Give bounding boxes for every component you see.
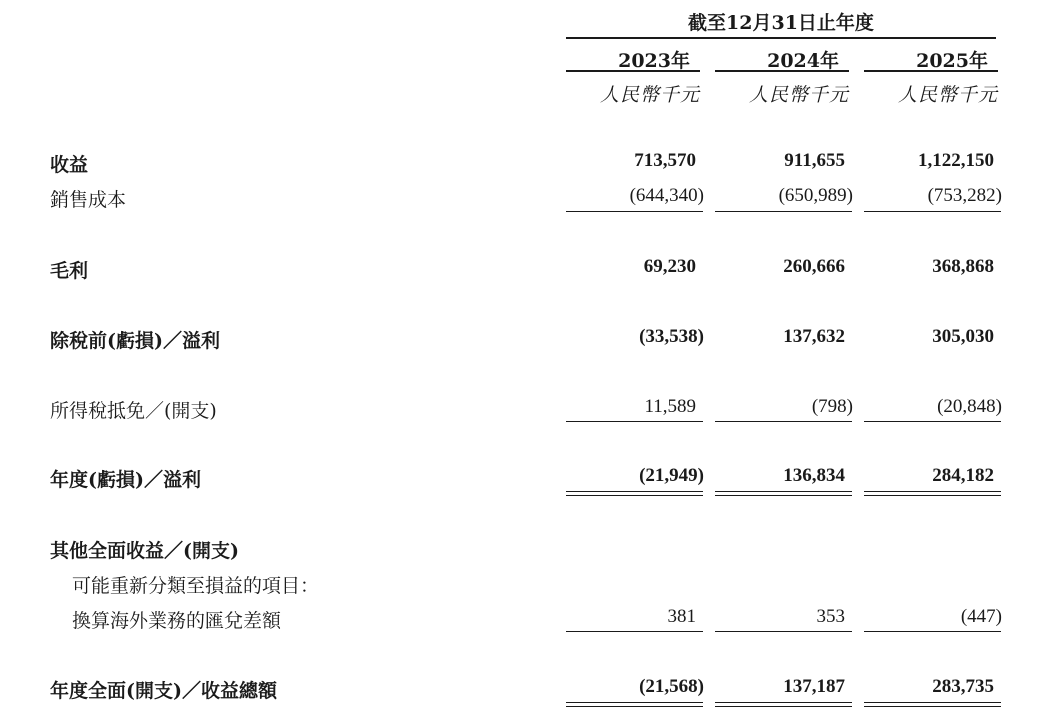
year-2024-heading: 2024年	[767, 50, 839, 72]
revenue-2025: 1,122,150	[918, 150, 994, 171]
total-comprehensive-2024: 137,187	[783, 676, 845, 697]
oci-subheading: 可能重新分類至損益的項目：	[72, 575, 320, 597]
annual-profit-2024: 136,834	[783, 465, 845, 486]
tax-2024: (798)	[811, 396, 853, 417]
unit-2024: 人民幣千元	[748, 84, 849, 106]
fx-diff-2024: 353	[816, 606, 845, 627]
tax-underline-2024	[715, 421, 852, 422]
fx-diff-label: 換算海外業務的匯兌差額	[72, 610, 282, 632]
total-comprehensive-label: 年度全面(開支)／收益總額	[50, 680, 277, 702]
cost-of-sales-underline-2023	[566, 211, 703, 212]
fx-diff-underline-2023	[566, 631, 703, 632]
cost-of-sales-label: 銷售成本	[50, 189, 127, 211]
tax-label: 所得稅抵免／(開支)	[50, 400, 217, 422]
unit-2025: 人民幣千元	[897, 84, 998, 106]
gross-profit-label: 毛利	[50, 260, 89, 282]
tax-underline-2023	[566, 421, 703, 422]
cost-of-sales-2023: (644,340)	[629, 185, 704, 206]
cost-of-sales-2024: (650,989)	[778, 185, 853, 206]
gross-profit-2024: 260,666	[783, 256, 845, 277]
annual-profit-double-underline-2025	[864, 491, 1001, 496]
total-comprehensive-double-underline-2025	[864, 702, 1001, 707]
year-2024-underline	[715, 70, 849, 72]
tax-2023: 11,589	[644, 396, 696, 417]
gross-profit-2025: 368,868	[932, 256, 994, 277]
tax-underline-2025	[864, 421, 1001, 422]
annual-profit-2023: (21,949)	[639, 465, 704, 486]
period-heading: 截至12月31日止年度	[688, 12, 874, 34]
fx-diff-2023: 381	[667, 606, 696, 627]
year-2023-underline	[566, 70, 700, 72]
total-comprehensive-2025: 283,735	[932, 676, 994, 697]
year-2025-heading: 2025年	[916, 50, 988, 72]
fx-diff-underline-2025	[864, 631, 1001, 632]
annual-profit-2025: 284,182	[932, 465, 994, 486]
revenue-label: 收益	[50, 154, 89, 176]
pretax-2025: 305,030	[932, 326, 994, 347]
oci-heading: 其他全面收益／(開支)	[50, 540, 239, 562]
cost-of-sales-2025: (753,282)	[927, 185, 1002, 206]
total-comprehensive-double-underline-2024	[715, 702, 852, 707]
pretax-2024: 137,632	[783, 326, 845, 347]
year-2023-heading: 2023年	[618, 50, 690, 72]
period-underline	[566, 37, 996, 39]
annual-profit-double-underline-2023	[566, 491, 703, 496]
fx-diff-underline-2024	[715, 631, 852, 632]
total-comprehensive-double-underline-2023	[566, 702, 703, 707]
annual-profit-label: 年度(虧損)／溢利	[50, 469, 201, 491]
cost-of-sales-underline-2024	[715, 211, 852, 212]
fx-diff-2025: (447)	[960, 606, 1002, 627]
cost-of-sales-underline-2025	[864, 211, 1001, 212]
annual-profit-double-underline-2024	[715, 491, 852, 496]
year-2025-underline	[864, 70, 998, 72]
revenue-2024: 911,655	[784, 150, 845, 171]
revenue-2023: 713,570	[634, 150, 696, 171]
unit-2023: 人民幣千元	[599, 84, 700, 106]
pretax-2023: (33,538)	[639, 326, 704, 347]
gross-profit-2023: 69,230	[643, 256, 696, 277]
total-comprehensive-2023: (21,568)	[639, 676, 704, 697]
pretax-label: 除稅前(虧損)／溢利	[50, 330, 220, 352]
tax-2025: (20,848)	[937, 396, 1002, 417]
